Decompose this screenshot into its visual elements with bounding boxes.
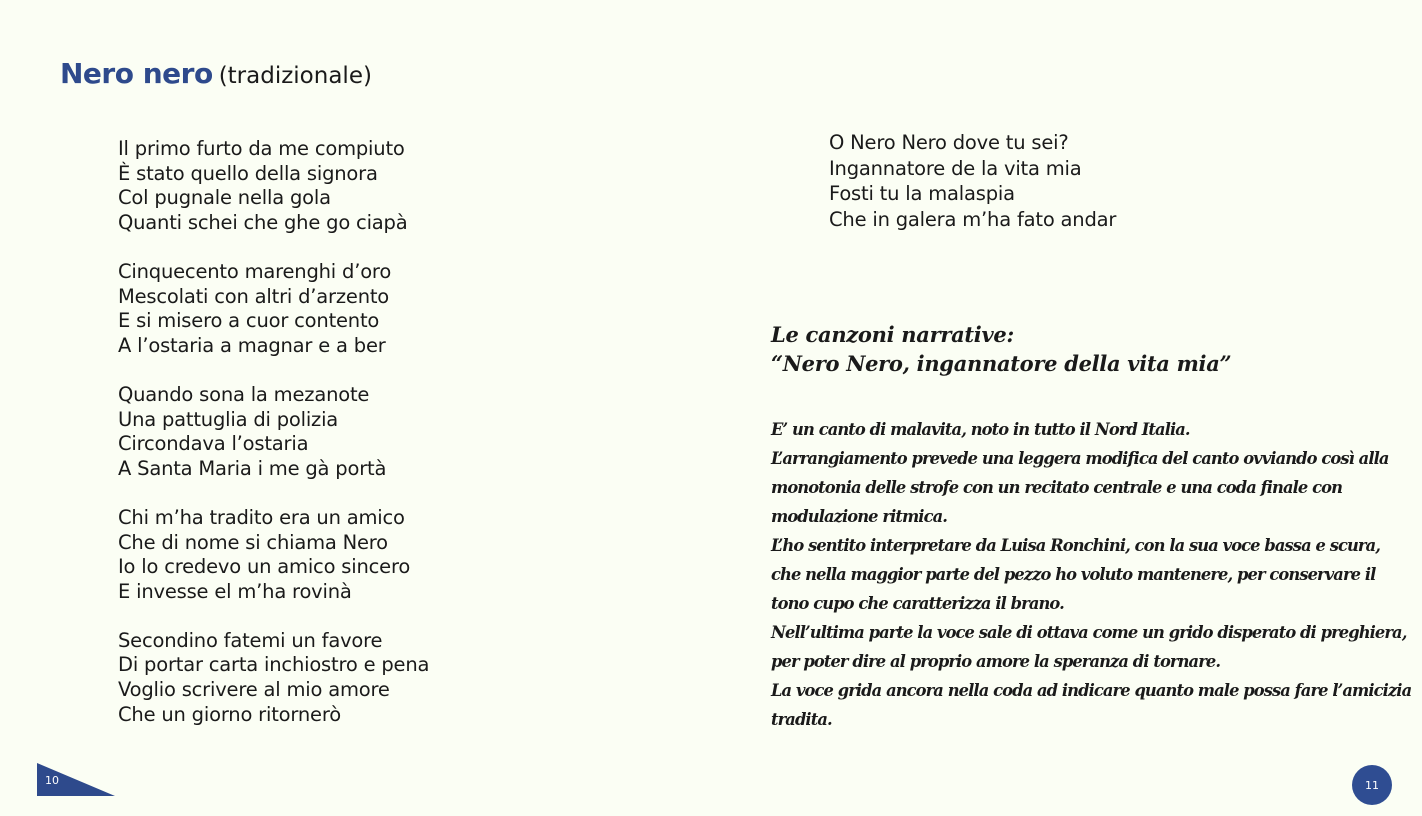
commentary-line: per poter dire al proprio amore la speranza di tornare. (771, 652, 1221, 671)
lyrics-line: Chi m’ha tradito era un amico (118, 505, 405, 529)
lyrics-stanza (118, 506, 478, 604)
commentary-heading-line: “Nero Nero, ingannatore della vita mia” (771, 351, 1232, 376)
lyrics-line: Quando sona la mezanote (118, 382, 370, 406)
page-number-left (37, 763, 115, 796)
lyrics-stanza (118, 260, 478, 358)
song-title (60, 54, 372, 91)
commentary-line: L’ho sentito interpretare da Luisa Ronchini, con la sua voce bassa e scura, (771, 536, 1381, 555)
commentary-line: monotonia delle strofe con un recitato centrale e una coda finale con (771, 478, 1343, 497)
lyrics-right-column (829, 130, 1229, 232)
lyrics-line: Ingannatore de la vita mia (829, 156, 1082, 180)
lyrics-line: Che in galera m’ha fato andar (829, 207, 1117, 231)
lyrics-line: Che un giorno ritornerò (118, 702, 341, 726)
lyrics-stanza (118, 137, 478, 235)
lyrics-stanza (118, 629, 478, 727)
lyrics-line: Che di nome si chiama Nero (118, 530, 388, 554)
page-number-left-text: 10 (45, 774, 59, 787)
lyrics-line: Mescolati con altri d’arzento (118, 284, 390, 308)
commentary-heading-line: Le canzoni narrative: (771, 322, 1014, 347)
lyrics-line: A Santa Maria i me gà portà (118, 456, 387, 480)
lyrics-line: A l’ostaria a magnar e a ber (118, 333, 386, 357)
commentary-line: E’ un canto di malavita, noto in tutto il Nord Italia. (771, 420, 1190, 439)
page-number-right-text: 11 (1365, 778, 1379, 792)
lyrics-line: O Nero Nero dove tu sei? (829, 131, 1069, 154)
lyrics-line: Circondava l’ostaria (118, 432, 309, 456)
lyrics-line: Secondino fatemi un favore (118, 628, 383, 652)
lyrics-line: E si misero a cuor contento (118, 309, 380, 333)
commentary-line: Nell’ultima parte la voce sale di ottava come un grido disperato di preghiera, (771, 623, 1407, 642)
lyrics-line: Di portar carta inchiostro e pena (118, 653, 430, 677)
commentary-line: La voce grida ancora nella coda ad indicare quanto male possa fare l’amicizia (771, 681, 1412, 700)
lyrics-line: Io lo credevo un amico sincero (118, 555, 411, 579)
commentary-line: che nella maggior parte del pezzo ho voluto mantenere, per conservare il (771, 565, 1376, 584)
lyrics-line: Cinquecento marenghi d’oro (118, 259, 392, 283)
commentary-line: modulazione ritmica. (771, 507, 948, 526)
lyrics-line: Voglio scrivere al mio amore (118, 678, 390, 702)
lyrics-line: Fosti tu la malaspia (829, 182, 1015, 205)
lyrics-left-column (118, 137, 478, 752)
lyrics-line: Quanti schei che ghe go ciapà (118, 210, 408, 234)
lyrics-stanza (118, 383, 478, 481)
lyrics-line: È stato quello della signora (118, 161, 378, 185)
song-title-subtitle: (tradizionale) (218, 63, 372, 89)
commentary-line: tono cupo che caratterizza il brano. (771, 594, 1064, 613)
commentary-body (771, 415, 1412, 734)
commentary-line: L’arrangiamento prevede una leggera modifica del canto ovviando così alla (771, 449, 1389, 468)
page-number-right (1352, 765, 1392, 805)
commentary-heading (771, 320, 1371, 378)
lyrics-line: Il primo furto da me compiuto (118, 137, 405, 160)
lyrics-line: Col pugnale nella gola (118, 186, 331, 210)
song-title-main: Nero nero (60, 57, 213, 90)
commentary-line: tradita. (771, 710, 832, 729)
lyrics-line: Una pattuglia di polizia (118, 407, 339, 431)
commentary-section (771, 320, 1412, 734)
lyrics-line: E invesse el m’ha rovinà (118, 579, 352, 603)
